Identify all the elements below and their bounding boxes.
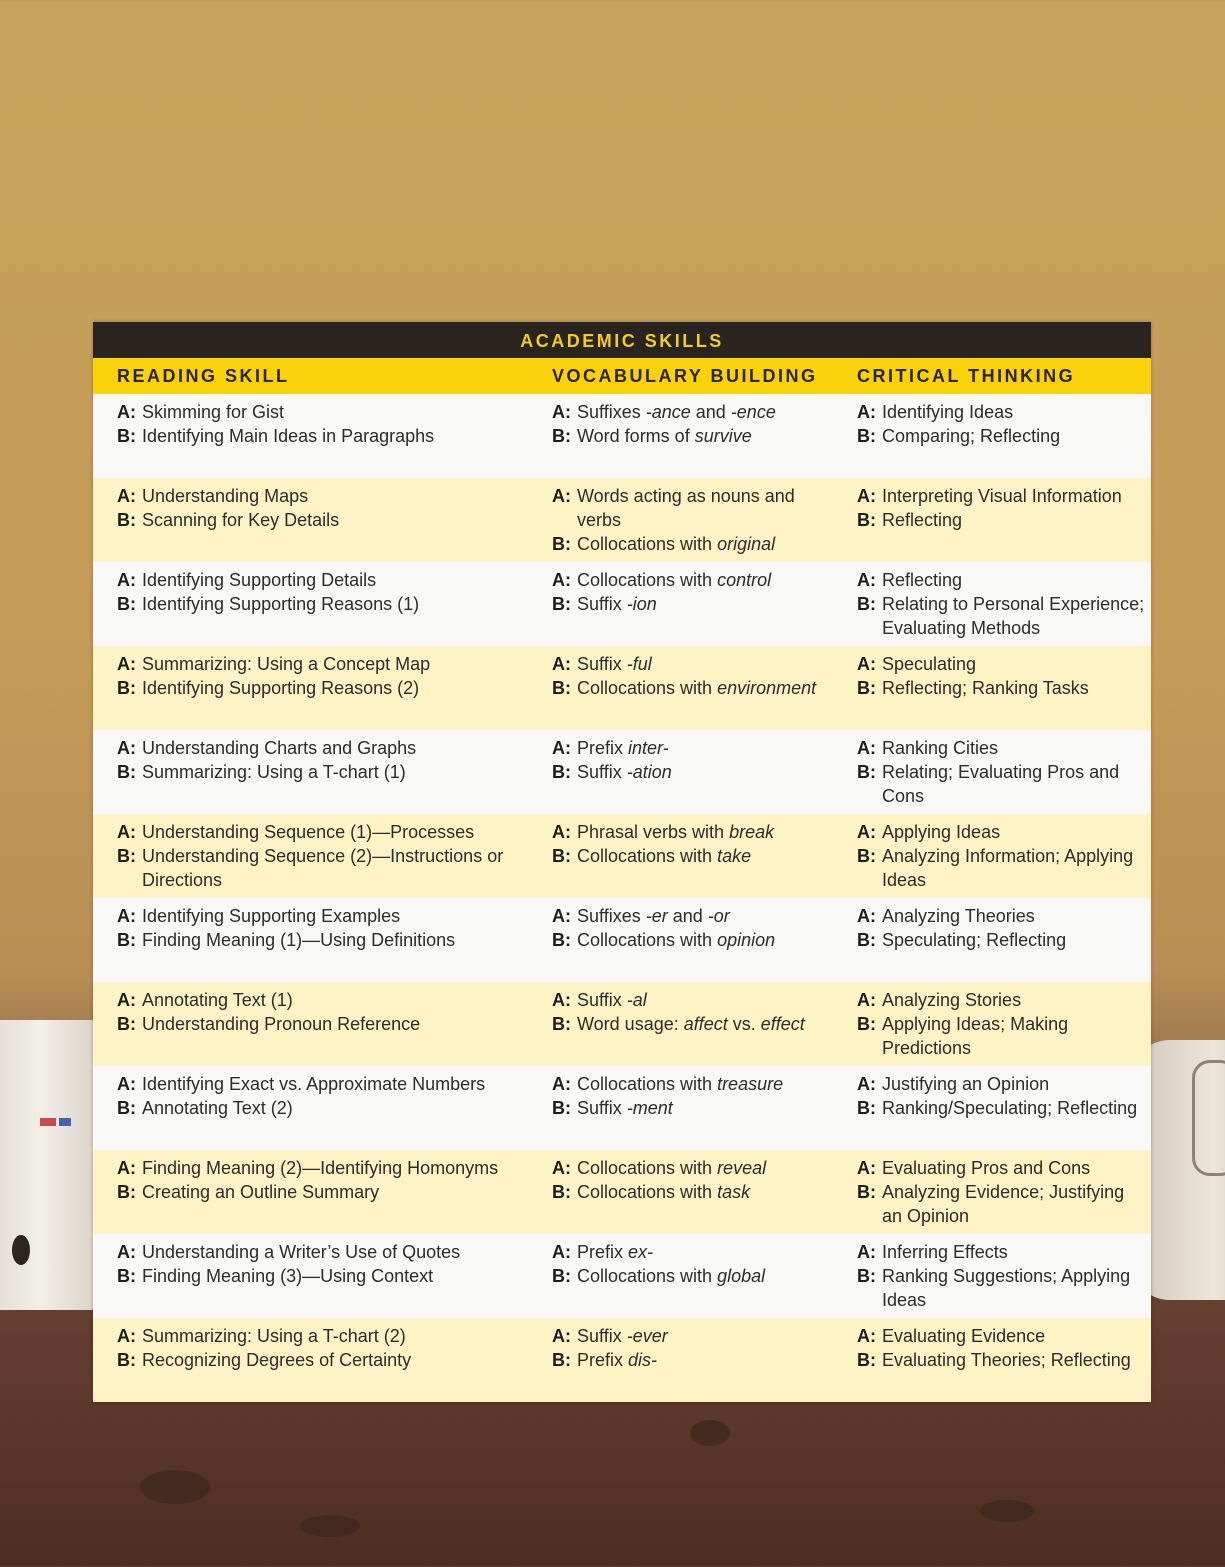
- critical-thinking-cell: [857, 1072, 1147, 1120]
- item-prefix: A:: [117, 990, 136, 1010]
- skill-item-b: B: Understanding Pronoun Reference: [117, 1014, 421, 1034]
- skill-item-b: B: Analyzing Evidence; Justifying an Opinion: [857, 1182, 1125, 1226]
- header-vocabulary-building: VOCABULARY BUILDING: [552, 366, 818, 386]
- skill-item-b: B: Collocations with environment: [552, 678, 817, 698]
- item-prefix: B:: [857, 594, 876, 614]
- skill-item-a: A: Interpreting Visual Information: [857, 486, 1122, 506]
- item-prefix: B:: [117, 846, 136, 866]
- skill-item-b: B: Reflecting; Ranking Tasks: [857, 678, 1089, 698]
- item-prefix: B:: [117, 510, 136, 530]
- item-prefix: B:: [857, 1014, 876, 1034]
- item-prefix: A:: [857, 1158, 876, 1178]
- table-row: [93, 1066, 1151, 1150]
- table-row: [93, 1318, 1151, 1402]
- item-prefix: B:: [117, 1182, 136, 1202]
- skill-item-b: B: Relating to Personal Experience; Evaluating Methods: [857, 594, 1145, 638]
- skill-item-a: A: Prefix inter-: [552, 738, 669, 758]
- item-prefix: B:: [857, 762, 876, 782]
- item-prefix: B:: [552, 426, 571, 446]
- item-prefix: B:: [857, 846, 876, 866]
- item-prefix: A:: [552, 570, 571, 590]
- flag-icon: [40, 1118, 56, 1126]
- skill-item-a: A: Suffix -al: [552, 990, 647, 1010]
- reading-skill-cell: [117, 736, 527, 784]
- table-row: [93, 1234, 1151, 1318]
- item-prefix: B:: [117, 930, 136, 950]
- skill-item-a: A: Prefix ex-: [552, 1242, 654, 1262]
- table-body: [93, 394, 1151, 1402]
- skill-item-b: B: Annotating Text (2): [117, 1098, 293, 1118]
- skill-item-b: B: Applying Ideas; Making Predictions: [857, 1014, 1069, 1058]
- item-prefix: A:: [117, 906, 136, 926]
- item-prefix: B:: [552, 1350, 571, 1370]
- reading-skill-cell: [117, 1156, 527, 1204]
- reading-skill-cell: [117, 484, 527, 532]
- skill-item-a: A: Suffixes -er and -or: [552, 906, 730, 926]
- column-header-row: [93, 358, 1151, 394]
- skill-item-b: B: Summarizing: Using a T-chart (1): [117, 762, 406, 782]
- item-prefix: A:: [117, 654, 136, 674]
- porthole-window: [12, 1235, 30, 1265]
- item-prefix: B:: [857, 1182, 876, 1202]
- reading-skill-cell: [117, 1072, 527, 1120]
- skill-item-b: B: Word usage: affect vs. effect: [552, 1014, 805, 1034]
- item-prefix: B:: [552, 1182, 571, 1202]
- critical-thinking-cell: [857, 568, 1147, 640]
- skill-item-b: B: Speculating; Reflecting: [857, 930, 1067, 950]
- header-critical-thinking: CRITICAL THINKING: [857, 366, 1076, 386]
- item-prefix: A:: [552, 738, 571, 758]
- skill-item-a: A: Words acting as nouns and verbs: [552, 486, 795, 530]
- item-prefix: B:: [117, 1014, 136, 1034]
- table-title: ACADEMIC SKILLS: [93, 322, 1151, 358]
- critical-thinking-cell: [857, 736, 1147, 808]
- item-prefix: A:: [117, 570, 136, 590]
- skill-item-b: B: Ranking/Speculating; Reflecting: [857, 1098, 1138, 1118]
- vocabulary-building-cell: [552, 820, 837, 868]
- rock: [690, 1420, 730, 1446]
- table-row: [93, 562, 1151, 646]
- table-row: [93, 814, 1151, 898]
- skill-item-a: A: Understanding Charts and Graphs: [117, 738, 417, 758]
- item-prefix: A:: [857, 486, 876, 506]
- skill-item-b: B: Analyzing Information; Applying Ideas: [857, 846, 1134, 890]
- item-prefix: B:: [857, 678, 876, 698]
- item-prefix: A:: [552, 1158, 571, 1178]
- skill-item-a: A: Identifying Ideas: [857, 402, 1014, 422]
- skill-item-b: B: Evaluating Theories; Reflecting: [857, 1350, 1131, 1370]
- skill-item-b: B: Identifying Main Ideas in Paragraphs: [117, 426, 435, 446]
- skill-item-b: B: Ranking Suggestions; Applying Ideas: [857, 1266, 1131, 1310]
- item-prefix: A:: [857, 990, 876, 1010]
- item-prefix: A:: [857, 906, 876, 926]
- table-row: [93, 478, 1151, 562]
- skill-item-a: A: Identifying Supporting Details: [117, 570, 377, 590]
- item-prefix: A:: [857, 402, 876, 422]
- item-prefix: B:: [117, 678, 136, 698]
- hatch-door: [1192, 1060, 1225, 1176]
- skill-item-a: A: Identifying Supporting Examples: [117, 906, 401, 926]
- vocabulary-building-cell: [552, 1156, 837, 1204]
- critical-thinking-cell: [857, 1156, 1147, 1228]
- skill-item-b: B: Collocations with opinion: [552, 930, 776, 950]
- item-prefix: A:: [857, 1074, 876, 1094]
- item-prefix: B:: [117, 1350, 136, 1370]
- item-prefix: A:: [552, 1326, 571, 1346]
- item-prefix: B:: [117, 426, 136, 446]
- item-prefix: A:: [857, 570, 876, 590]
- vocabulary-building-cell: [552, 484, 837, 556]
- skill-item-b: B: Finding Meaning (3)—Using Context: [117, 1266, 434, 1286]
- rock: [140, 1470, 210, 1504]
- skill-item-a: A: Understanding Maps: [117, 486, 309, 506]
- table-row: [93, 730, 1151, 814]
- critical-thinking-cell: [857, 652, 1147, 700]
- table-row: [93, 1150, 1151, 1234]
- skill-item-a: A: Summarizing: Using a T-chart (2): [117, 1326, 406, 1346]
- skill-item-a: A: Applying Ideas: [857, 822, 1001, 842]
- item-prefix: B:: [552, 1098, 571, 1118]
- skill-item-b: B: Relating; Evaluating Pros and Cons: [857, 762, 1120, 806]
- skill-item-a: A: Understanding a Writer’s Use of Quotes: [117, 1242, 461, 1262]
- skill-item-a: A: Identifying Exact vs. Approximate Numbers: [117, 1074, 486, 1094]
- vocabulary-building-cell: [552, 1072, 837, 1120]
- item-prefix: A:: [117, 822, 136, 842]
- item-prefix: A:: [552, 990, 571, 1010]
- skill-item-a: A: Collocations with treasure: [552, 1074, 784, 1094]
- skill-item-b: B: Comparing; Reflecting: [857, 426, 1061, 446]
- table-row: [93, 646, 1151, 730]
- vocabulary-building-cell: [552, 988, 837, 1036]
- skill-item-a: A: Evaluating Pros and Cons: [857, 1158, 1091, 1178]
- item-prefix: B:: [552, 1014, 571, 1034]
- critical-thinking-cell: [857, 820, 1147, 892]
- item-prefix: A:: [117, 1074, 136, 1094]
- skill-item-a: A: Summarizing: Using a Concept Map: [117, 654, 431, 674]
- item-prefix: B:: [117, 1098, 136, 1118]
- skill-item-a: A: Inferring Effects: [857, 1242, 1008, 1262]
- skill-item-a: A: Evaluating Evidence: [857, 1326, 1046, 1346]
- rock: [980, 1500, 1034, 1522]
- vocabulary-building-cell: [552, 568, 837, 616]
- item-prefix: A:: [117, 486, 136, 506]
- item-prefix: B:: [857, 1350, 876, 1370]
- skill-item-a: A: Ranking Cities: [857, 738, 999, 758]
- skill-item-b: B: Suffix -ation: [552, 762, 672, 782]
- vocabulary-building-cell: [552, 904, 837, 952]
- item-prefix: A:: [857, 1326, 876, 1346]
- skill-item-a: A: Collocations with reveal: [552, 1158, 767, 1178]
- item-prefix: A:: [857, 738, 876, 758]
- item-prefix: B:: [857, 1266, 876, 1286]
- item-prefix: B:: [552, 846, 571, 866]
- item-prefix: A:: [117, 1326, 136, 1346]
- item-prefix: A:: [117, 402, 136, 422]
- header-reading-skill: READING SKILL: [117, 366, 290, 386]
- vocabulary-building-cell: [552, 652, 837, 700]
- skill-item-b: B: Collocations with original: [552, 534, 776, 554]
- skill-item-b: B: Creating an Outline Summary: [117, 1182, 380, 1202]
- item-prefix: A:: [552, 486, 571, 506]
- item-prefix: A:: [552, 822, 571, 842]
- item-prefix: B:: [552, 534, 571, 554]
- item-prefix: A:: [857, 822, 876, 842]
- academic-skills-table: [93, 322, 1151, 1402]
- skill-item-b: B: Understanding Sequence (2)—Instructions or Directions: [117, 846, 504, 890]
- item-prefix: B:: [552, 1266, 571, 1286]
- item-prefix: B:: [857, 1098, 876, 1118]
- critical-thinking-cell: [857, 400, 1147, 448]
- vocabulary-building-cell: [552, 400, 837, 448]
- table-row: [93, 394, 1151, 478]
- item-prefix: B:: [857, 426, 876, 446]
- item-prefix: A:: [117, 1158, 136, 1178]
- skill-item-a: A: Collocations with control: [552, 570, 772, 590]
- critical-thinking-cell: [857, 988, 1147, 1060]
- item-prefix: B:: [552, 678, 571, 698]
- skill-item-b: B: Reflecting: [857, 510, 963, 530]
- skill-item-a: A: Skimming for Gist: [117, 402, 285, 422]
- flag-icon: [59, 1118, 71, 1126]
- reading-skill-cell: [117, 988, 527, 1036]
- skill-item-b: B: Recognizing Degrees of Certainty: [117, 1350, 412, 1370]
- skill-item-b: B: Collocations with take: [552, 846, 752, 866]
- table-row: [93, 982, 1151, 1066]
- item-prefix: B:: [857, 930, 876, 950]
- skill-item-a: A: Analyzing Stories: [857, 990, 1022, 1010]
- skill-item-a: A: Suffix -ful: [552, 654, 652, 674]
- item-prefix: B:: [117, 594, 136, 614]
- skill-item-a: A: Understanding Sequence (1)—Processes: [117, 822, 475, 842]
- item-prefix: B:: [552, 762, 571, 782]
- item-prefix: B:: [552, 594, 571, 614]
- skill-item-b: B: Collocations with global: [552, 1266, 766, 1286]
- skill-item-a: A: Annotating Text (1): [117, 990, 293, 1010]
- item-prefix: B:: [117, 1266, 136, 1286]
- skill-item-a: A: Justifying an Opinion: [857, 1074, 1050, 1094]
- item-prefix: A:: [552, 1242, 571, 1262]
- skill-item-b: B: Identifying Supporting Reasons (1): [117, 594, 420, 614]
- skill-item-b: B: Finding Meaning (1)—Using Definitions: [117, 930, 456, 950]
- reading-skill-cell: [117, 568, 527, 616]
- item-prefix: B:: [552, 930, 571, 950]
- item-prefix: A:: [117, 1242, 136, 1262]
- rock: [300, 1515, 360, 1537]
- critical-thinking-cell: [857, 904, 1147, 952]
- critical-thinking-cell: [857, 1324, 1147, 1372]
- item-prefix: A:: [552, 654, 571, 674]
- skill-item-a: A: Speculating: [857, 654, 977, 674]
- skill-item-a: A: Reflecting: [857, 570, 963, 590]
- vocabulary-building-cell: [552, 1324, 837, 1372]
- reading-skill-cell: [117, 1240, 527, 1288]
- skill-item-a: A: Phrasal verbs with break: [552, 822, 775, 842]
- critical-thinking-cell: [857, 1240, 1147, 1312]
- skill-item-a: A: Suffixes -ance and -ence: [552, 402, 776, 422]
- reading-skill-cell: [117, 904, 527, 952]
- skill-item-b: B: Collocations with task: [552, 1182, 751, 1202]
- item-prefix: A:: [552, 402, 571, 422]
- reading-skill-cell: [117, 400, 527, 448]
- item-prefix: B:: [857, 510, 876, 530]
- skill-item-a: A: Finding Meaning (2)—Identifying Homonyms: [117, 1158, 499, 1178]
- vocabulary-building-cell: [552, 736, 837, 784]
- skill-item-b: B: Suffix -ion: [552, 594, 657, 614]
- skill-item-b: B: Word forms of survive: [552, 426, 752, 446]
- reading-skill-cell: [117, 1324, 527, 1372]
- item-prefix: A:: [552, 906, 571, 926]
- item-prefix: A:: [857, 1242, 876, 1262]
- skill-item-b: B: Prefix dis-: [552, 1350, 658, 1370]
- reading-skill-cell: [117, 820, 527, 892]
- item-prefix: B:: [117, 762, 136, 782]
- skill-item-b: B: Identifying Supporting Reasons (2): [117, 678, 420, 698]
- vocabulary-building-cell: [552, 1240, 837, 1288]
- skill-item-b: B: Suffix -ment: [552, 1098, 673, 1118]
- item-prefix: A:: [552, 1074, 571, 1094]
- item-prefix: A:: [857, 654, 876, 674]
- skill-item-a: A: Analyzing Theories: [857, 906, 1035, 926]
- table-row: [93, 898, 1151, 982]
- skill-item-b: B: Scanning for Key Details: [117, 510, 340, 530]
- item-prefix: A:: [117, 738, 136, 758]
- reading-skill-cell: [117, 652, 527, 700]
- skill-item-a: A: Suffix -ever: [552, 1326, 668, 1346]
- critical-thinking-cell: [857, 484, 1147, 532]
